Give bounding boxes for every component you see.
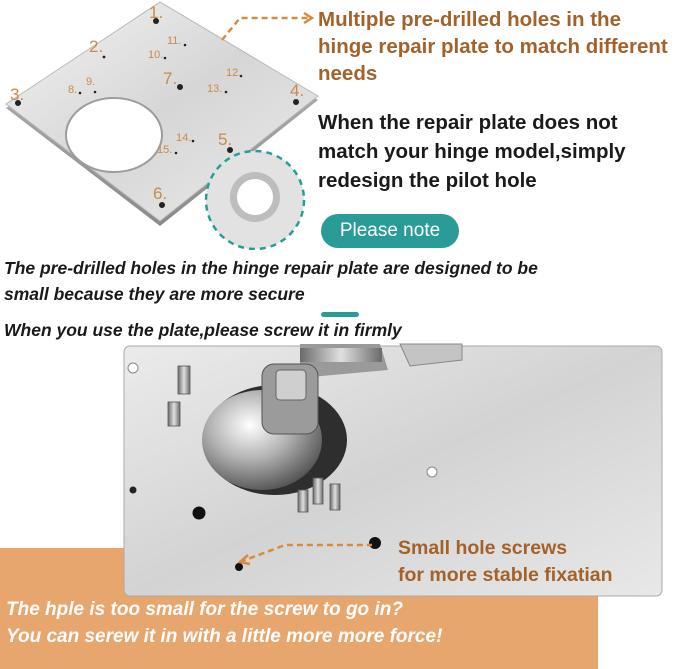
callout-leader-line	[222, 18, 312, 40]
teal-divider	[321, 312, 359, 317]
hole-label-12: 12.	[226, 67, 242, 79]
hole-label-5: 5.	[218, 130, 233, 149]
hole-label-10: 10.	[148, 49, 164, 61]
feature-callout-title: Multiple pre-drilled holes in the hinge repair plate to match different needs	[318, 8, 668, 85]
hole-label-11: 11.	[167, 35, 182, 47]
hole-label-15: 15.	[157, 144, 173, 156]
note-line-3: When you use the plate,please screw it in firmly	[4, 320, 402, 340]
hole-label-8: 8.	[68, 84, 78, 96]
top-repair-plate-illustration	[0, 0, 320, 250]
screw-callout-line-2: for more stable fixatian	[398, 564, 613, 586]
bottom-banner-text	[6, 596, 442, 650]
hole-label-4: 4.	[290, 81, 305, 100]
hole-label-13: 13.	[207, 83, 223, 95]
large-center-hole	[66, 98, 162, 172]
please-note-badge: Please note	[321, 214, 459, 248]
hole-label-9: 9.	[86, 76, 96, 88]
hole-label-14: 14.	[176, 132, 192, 144]
hole-label-3: 3.	[10, 85, 25, 104]
hole-label-1: 1.	[149, 3, 164, 22]
bottom-banner-line-1: The hple is too small for the screw to go in?	[6, 599, 403, 620]
hole-label-2: 2.	[89, 37, 104, 56]
hole-label-6: 6.	[153, 184, 168, 203]
hole-label-7: 7.	[163, 69, 178, 88]
note-line-1: The pre-drilled holes in the hinge repair plate are designed to be	[4, 258, 538, 278]
screw-callout-line-1: Small hole screws	[398, 537, 568, 559]
feature-callout-body: When the repair plate does not match your hinge model,simply redesign the pilot hole	[318, 111, 626, 192]
bottom-banner-line-2: You can serew it in with a little more more force!	[6, 626, 443, 647]
note-line-2: small because they are more secure	[4, 284, 305, 304]
screw-callout-label	[398, 535, 613, 589]
magnified-hole-circle	[206, 151, 304, 249]
